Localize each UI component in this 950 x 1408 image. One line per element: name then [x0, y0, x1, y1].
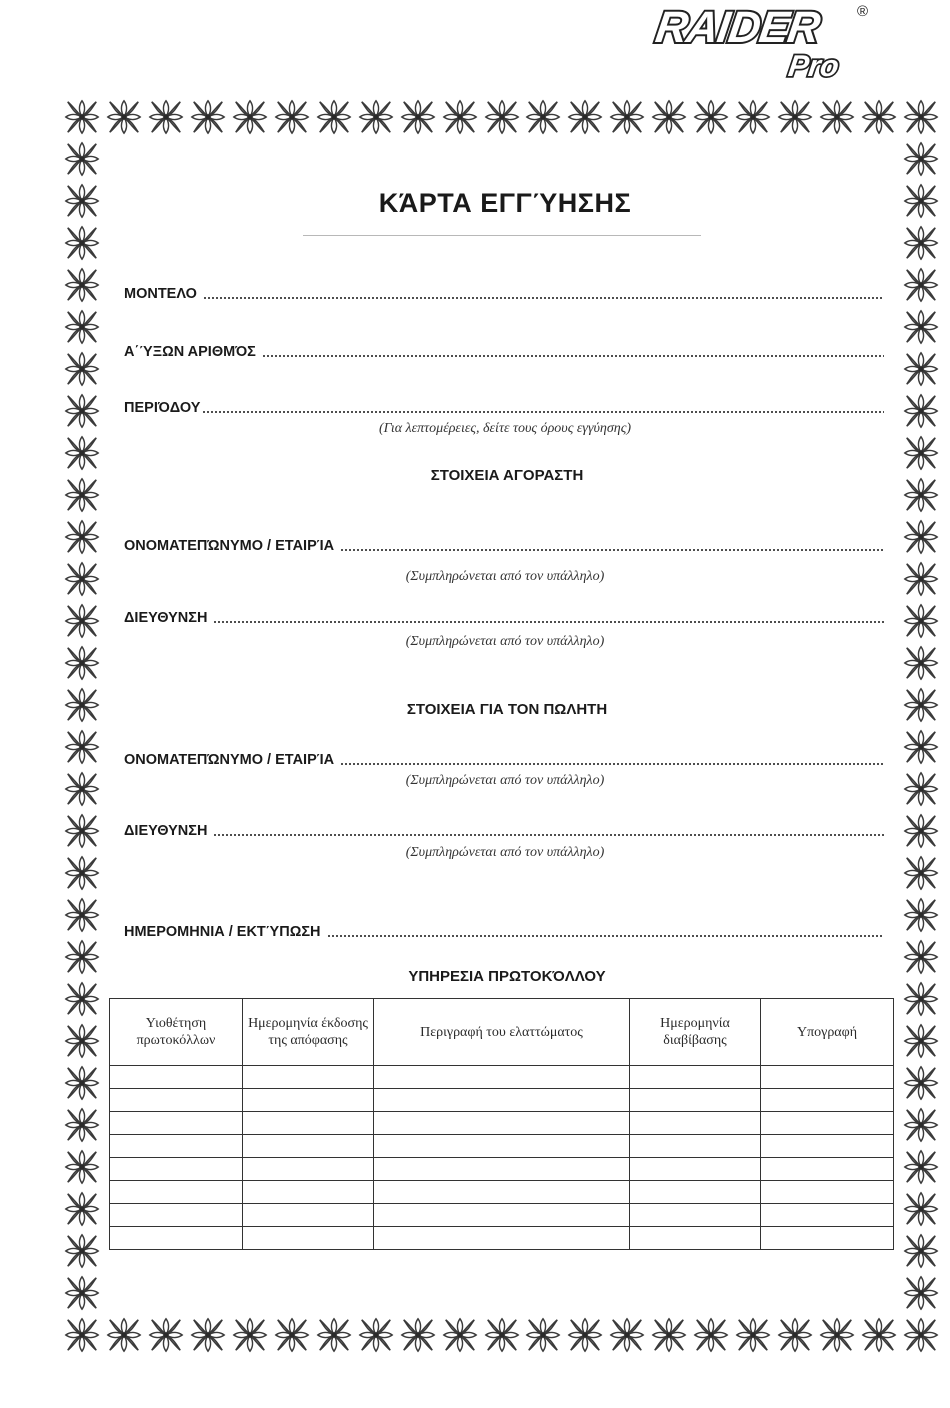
page-title: ΚΆΡΤΑ ΕΓΓΎΗΣΗΣ: [378, 188, 632, 218]
table-cell[interactable]: [243, 1181, 374, 1204]
buyer-name-label: ΟΝΟΜΑΤΕΠΏΝΥΜΟ / ΕΤΑΙΡΊΑ: [124, 538, 335, 554]
table-cell[interactable]: [374, 1181, 630, 1204]
ornament-tile: [566, 98, 604, 136]
ornament-tile: [902, 350, 940, 388]
warranty-period-dotted-line[interactable]: [202, 410, 884, 414]
table-row: [110, 1112, 894, 1135]
ornament-tile: [734, 98, 772, 136]
seller-name-dotted-line[interactable]: [340, 762, 884, 766]
ornament-tile: [902, 308, 940, 346]
date-print-field[interactable]: [124, 921, 884, 941]
ornament-tile: [63, 224, 101, 262]
table-row: [110, 1204, 894, 1227]
ornament-tile: [902, 1022, 940, 1060]
ornament-tile: [147, 1316, 185, 1354]
ornament-tile: [902, 266, 940, 304]
ornament-tile: [902, 1148, 940, 1186]
ornament-tile: [63, 980, 101, 1018]
table-cell[interactable]: [374, 1089, 630, 1112]
table-cell[interactable]: [243, 1135, 374, 1158]
table-cell[interactable]: [374, 1158, 630, 1181]
warranty-period-field[interactable]: [124, 397, 884, 417]
ornament-tile: [902, 728, 940, 766]
period-note: (Για λεπτομέρειες, δείτε τους όρους εγγύησης): [378, 421, 632, 436]
table-cell[interactable]: [110, 1135, 243, 1158]
ornament-tile: [63, 1190, 101, 1228]
date-print-label: ΗΜΕΡΟΜΗΝΙΑ / ΕΚΤΎΠΩΣΗ: [124, 924, 321, 940]
table-cell[interactable]: [374, 1135, 630, 1158]
table-cell[interactable]: [630, 1089, 761, 1112]
table-cell[interactable]: [761, 1066, 894, 1089]
col-header-signature: Υπογραφή: [761, 999, 894, 1066]
ornament-tile: [105, 98, 143, 136]
ornament-tile: [902, 1232, 940, 1270]
table-row: [110, 1089, 894, 1112]
ornament-tile: [902, 1106, 940, 1144]
ornament-tile: [189, 98, 227, 136]
ornament-tile: [63, 98, 101, 136]
ornament-tile: [231, 1316, 269, 1354]
table-cell[interactable]: [630, 1135, 761, 1158]
ornament-tile: [63, 1148, 101, 1186]
ornament-tile: [524, 1316, 562, 1354]
registered-mark: ®: [857, 3, 869, 20]
table-cell[interactable]: [110, 1112, 243, 1135]
table-row: [110, 1066, 894, 1089]
table-cell[interactable]: [761, 1158, 894, 1181]
table-cell[interactable]: [110, 1181, 243, 1204]
ornament-tile: [902, 1316, 940, 1354]
table-cell[interactable]: [630, 1158, 761, 1181]
model-label: ΜΟΝΤΕΛΟ: [124, 286, 197, 302]
ornament-tile: [441, 1316, 479, 1354]
table-cell[interactable]: [110, 1204, 243, 1227]
table-cell[interactable]: [630, 1204, 761, 1227]
ornament-tile: [63, 1232, 101, 1270]
protocol-table-header-row: [110, 999, 894, 1066]
table-cell[interactable]: [761, 1227, 894, 1250]
ornament-tile: [63, 308, 101, 346]
ornament-tile: [63, 1064, 101, 1102]
ornament-tile: [902, 140, 940, 178]
seller-name-field[interactable]: [124, 749, 884, 769]
ornament-tile: [902, 980, 940, 1018]
table-cell[interactable]: [243, 1227, 374, 1250]
ornament-tile: [63, 266, 101, 304]
ornament-tile: [818, 98, 856, 136]
ornament-tile: [147, 98, 185, 136]
ornament-tile: [650, 98, 688, 136]
ornament-tile: [902, 896, 940, 934]
seller-address-field[interactable]: [124, 820, 884, 840]
ornament-tile: [273, 98, 311, 136]
ornament-tile: [441, 98, 479, 136]
ornament-tile: [63, 1274, 101, 1312]
table-cell[interactable]: [374, 1227, 630, 1250]
title-divider: [303, 235, 701, 236]
buyer-address-note: (Συμπληρώνεται από τον υπάλληλο): [405, 634, 605, 649]
ornament-tile: [273, 1316, 311, 1354]
warranty-period-label: ΠΕΡΙΌΔΟΥ: [124, 400, 201, 416]
seller-address-dotted-line[interactable]: [213, 833, 884, 837]
ornament-tile: [524, 98, 562, 136]
ornament-tile: [399, 1316, 437, 1354]
ornament-tile: [63, 140, 101, 178]
seller-name-label: ΟΝΟΜΑΤΕΠΏΝΥΜΟ / ΕΤΑΙΡΊΑ: [124, 752, 335, 768]
ornament-tile: [902, 1274, 940, 1312]
ornament-tile: [315, 1316, 353, 1354]
col-header-decision-date: Ημερομηνία έκδοσης της απόφασης: [243, 999, 374, 1066]
buyer-address-field[interactable]: [124, 607, 884, 627]
ornament-tile: [483, 1316, 521, 1354]
table-cell[interactable]: [243, 1158, 374, 1181]
table-cell[interactable]: [630, 1066, 761, 1089]
ornament-tile: [357, 98, 395, 136]
ornament-tile: [692, 1316, 730, 1354]
model-field[interactable]: [124, 283, 884, 303]
ornament-tile: [776, 1316, 814, 1354]
ornament-tile: [902, 1190, 940, 1228]
col-header-defect-description: Περιγραφή του ελαττώματος: [374, 999, 630, 1066]
serial-number-label: Α΄ΎΞΩΝ ΑΡΙΘΜΌΣ: [124, 344, 256, 360]
ornament-tile: [189, 1316, 227, 1354]
table-cell[interactable]: [110, 1158, 243, 1181]
table-row: [110, 1135, 894, 1158]
protocol-table: [109, 998, 894, 1250]
table-cell[interactable]: [761, 1089, 894, 1112]
col-header-protocol-adoption: Υιοθέτηση πρωτοκόλλων: [110, 999, 243, 1066]
ornament-tile: [357, 1316, 395, 1354]
buyer-name-dotted-line[interactable]: [340, 548, 884, 552]
table-cell[interactable]: [110, 1227, 243, 1250]
ornament-tile: [63, 728, 101, 766]
ornament-tile: [902, 518, 940, 556]
table-cell[interactable]: [761, 1135, 894, 1158]
ornament-tile: [63, 896, 101, 934]
serial-number-field[interactable]: [124, 341, 884, 361]
buyer-address-dotted-line[interactable]: [213, 620, 884, 624]
table-cell[interactable]: [374, 1112, 630, 1135]
ornament-tile: [315, 98, 353, 136]
table-cell[interactable]: [761, 1204, 894, 1227]
ornament-tile: [692, 98, 730, 136]
ornament-tile: [231, 98, 269, 136]
ornament-tile: [399, 98, 437, 136]
ornament-tile: [902, 224, 940, 262]
table-cell[interactable]: [110, 1066, 243, 1089]
raider-pro-logo: [652, 0, 878, 84]
seller-address-note: (Συμπληρώνεται από τον υπάλληλο): [405, 845, 605, 860]
buyer-name-field[interactable]: [124, 535, 884, 555]
table-cell[interactable]: [761, 1112, 894, 1135]
buyer-address-label: ΔΙΕΥΘΥΝΣΗ: [124, 610, 208, 626]
ornament-tile: [902, 98, 940, 136]
seller-address-label: ΔΙΕΥΘΥΝΣΗ: [124, 823, 208, 839]
ornament-tile: [650, 1316, 688, 1354]
ornament-tile: [902, 1064, 940, 1102]
ornament-tile: [860, 98, 898, 136]
table-cell[interactable]: [243, 1112, 374, 1135]
table-cell[interactable]: [630, 1227, 761, 1250]
logo-brand-text: RAIDER: [652, 3, 823, 52]
protocol-section-heading: ΥΠΗΡΕΣΙΑ ΠΡΩΤΟΚΌΛΛΟΥ: [408, 968, 606, 985]
ornament-tile: [776, 98, 814, 136]
table-cell[interactable]: [243, 1089, 374, 1112]
seller-section-heading: ΣΤΟΙΧΕΙΑ ΓΙΑ ΤΟΝ ΠΩΛΗΤΗ: [406, 701, 608, 718]
buyer-section-heading: ΣΤΟΙΧΕΙΑ ΑΓΟΡΑΣΤΗ: [430, 467, 584, 484]
table-cell[interactable]: [374, 1204, 630, 1227]
ornament-tile: [608, 1316, 646, 1354]
ornament-tile: [860, 1316, 898, 1354]
ornament-tile: [63, 1316, 101, 1354]
seller-name-note: (Συμπληρώνεται από τον υπάλληλο): [405, 773, 605, 788]
ornament-tile: [63, 350, 101, 388]
table-cell[interactable]: [761, 1181, 894, 1204]
table-cell[interactable]: [110, 1089, 243, 1112]
table-cell[interactable]: [630, 1112, 761, 1135]
ornament-tile: [63, 1106, 101, 1144]
ornament-tile: [734, 1316, 772, 1354]
table-cell[interactable]: [243, 1204, 374, 1227]
ornament-tile: [63, 1022, 101, 1060]
col-header-transmission-date: Ημερομηνία διαβίβασης: [630, 999, 761, 1066]
ornament-tile: [63, 518, 101, 556]
table-row: [110, 1181, 894, 1204]
ornament-tile: [818, 1316, 856, 1354]
ornament-tile: [566, 1316, 604, 1354]
protocol-table-body: [110, 1066, 894, 1250]
serial-number-dotted-line[interactable]: [262, 354, 884, 358]
table-cell[interactable]: [374, 1066, 630, 1089]
buyer-name-note: (Συμπληρώνεται από τον υπάλληλο): [405, 569, 605, 584]
ornament-tile: [483, 98, 521, 136]
ornament-tile: [105, 1316, 143, 1354]
ornament-tile: [608, 98, 646, 136]
table-cell[interactable]: [243, 1066, 374, 1089]
table-row: [110, 1158, 894, 1181]
table-row: [110, 1227, 894, 1250]
logo-sub-text: Pro: [786, 50, 841, 83]
date-print-dotted-line[interactable]: [327, 934, 885, 938]
model-dotted-line[interactable]: [203, 296, 884, 300]
table-cell[interactable]: [630, 1181, 761, 1204]
